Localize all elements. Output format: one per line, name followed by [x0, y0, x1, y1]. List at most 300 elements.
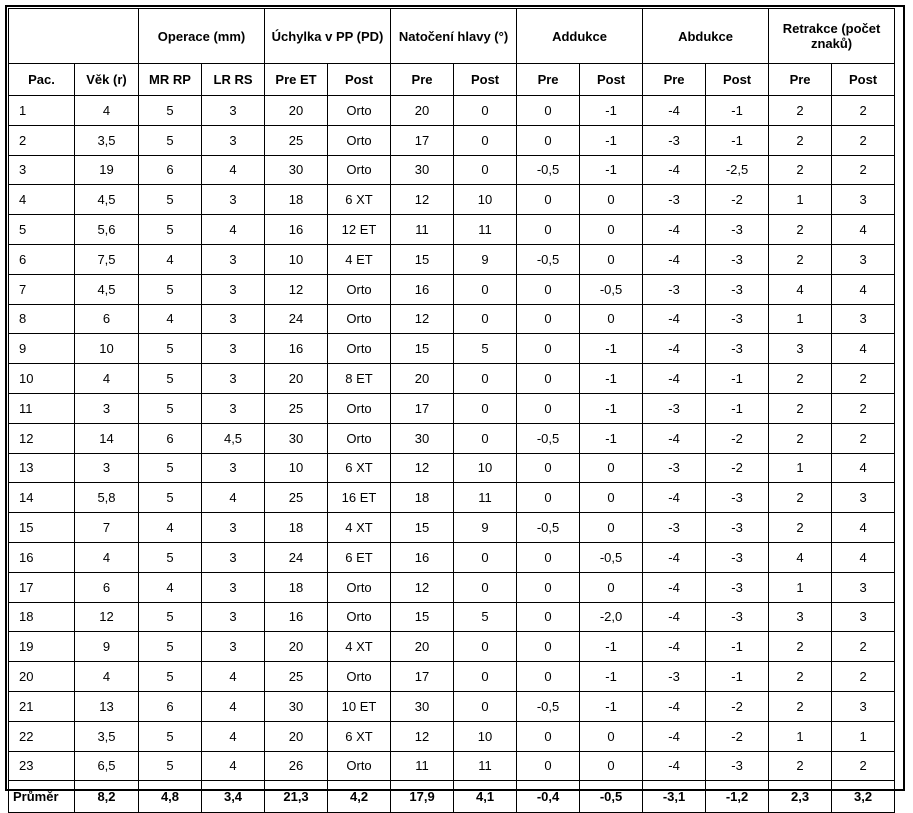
- table-cell: 20: [265, 632, 328, 662]
- table-cell: -4: [643, 96, 706, 126]
- table-row: [9, 244, 895, 274]
- table-cell: 2: [769, 513, 832, 543]
- table-cell: 5: [139, 125, 202, 155]
- table-cell: -1: [580, 632, 643, 662]
- table-cell: 11: [454, 483, 517, 513]
- table-cell: 4: [202, 751, 265, 781]
- column-header: Pre: [643, 64, 706, 96]
- group-header-blank: [9, 9, 139, 64]
- table-cell: 0: [517, 125, 580, 155]
- table-cell: 3: [832, 691, 895, 721]
- table-cell: 6: [139, 691, 202, 721]
- table-cell: 13: [9, 453, 75, 483]
- table-cell: -0,5: [580, 274, 643, 304]
- column-header: Věk (r): [75, 64, 139, 96]
- table-cell: 2: [769, 751, 832, 781]
- table-cell: 9: [75, 632, 139, 662]
- table-cell: 17: [9, 572, 75, 602]
- table-cell: 0: [517, 721, 580, 751]
- table-cell: 16: [391, 542, 454, 572]
- table-cell: 15: [9, 513, 75, 543]
- table-cell: 30: [391, 691, 454, 721]
- table-cell: 0: [454, 542, 517, 572]
- table-cell: 0: [517, 632, 580, 662]
- table-cell: -1: [706, 662, 769, 692]
- table-cell: 4: [832, 542, 895, 572]
- table-cell: 4: [832, 453, 895, 483]
- table-row: [9, 304, 895, 334]
- table-cell: 0: [580, 304, 643, 334]
- column-header: Pac.: [9, 64, 75, 96]
- table-cell: 3,5: [75, 721, 139, 751]
- table-cell: 4: [832, 513, 895, 543]
- table-cell: 4: [202, 483, 265, 513]
- table-cell: 16: [265, 334, 328, 364]
- table-cell: 20: [9, 662, 75, 692]
- table-cell: 1: [769, 721, 832, 751]
- table-cell: -4: [643, 334, 706, 364]
- table-cell: 16: [391, 274, 454, 304]
- table-cell: 24: [265, 304, 328, 334]
- table-cell: 0: [517, 274, 580, 304]
- table-row: [9, 572, 895, 602]
- table-cell: 3: [75, 453, 139, 483]
- table-cell: 19: [9, 632, 75, 662]
- table-cell: -3: [643, 185, 706, 215]
- table-cell: 0: [454, 155, 517, 185]
- table-cell: Orto: [328, 662, 391, 692]
- table-cell: 4: [75, 96, 139, 126]
- table-cell: 4: [139, 244, 202, 274]
- table-cell: 4: [139, 572, 202, 602]
- table-cell: 4: [9, 185, 75, 215]
- table-cell: 0: [580, 244, 643, 274]
- table-cell: 4: [202, 721, 265, 751]
- table-cell: 5: [139, 393, 202, 423]
- table-cell: 11: [391, 215, 454, 245]
- table-cell: -1: [580, 155, 643, 185]
- table-cell: 20: [265, 721, 328, 751]
- table-row: [9, 751, 895, 781]
- table-cell: -1: [580, 125, 643, 155]
- table-cell: 25: [265, 662, 328, 692]
- table-cell: 12: [265, 274, 328, 304]
- table-cell: 0: [517, 364, 580, 394]
- table-cell: 30: [391, 155, 454, 185]
- table-cell: -2,0: [580, 602, 643, 632]
- table-cell: 15: [391, 334, 454, 364]
- table-cell: 4: [202, 155, 265, 185]
- table-cell: 2: [832, 393, 895, 423]
- average-cell: 21,3: [265, 781, 328, 813]
- table-cell: 0: [580, 513, 643, 543]
- table-cell: 5: [139, 751, 202, 781]
- table-cell: -1: [706, 364, 769, 394]
- table-cell: 2: [832, 125, 895, 155]
- table-cell: 3: [832, 304, 895, 334]
- table-cell: -4: [643, 632, 706, 662]
- table-cell: 6 XT: [328, 453, 391, 483]
- table-cell: Orto: [328, 572, 391, 602]
- table-cell: 12: [391, 572, 454, 602]
- table-cell: 0: [580, 453, 643, 483]
- table-cell: 5: [139, 453, 202, 483]
- table-cell: 0: [454, 691, 517, 721]
- table-cell: Orto: [328, 125, 391, 155]
- table-body: [9, 96, 895, 781]
- table-cell: 12 ET: [328, 215, 391, 245]
- table-cell: 2: [769, 125, 832, 155]
- average-label: Průměr: [9, 781, 75, 813]
- table-cell: -4: [643, 572, 706, 602]
- table-cell: 3: [202, 304, 265, 334]
- table-cell: 5: [9, 215, 75, 245]
- table-cell: 6: [9, 244, 75, 274]
- group-header-abdukce: Abdukce: [643, 9, 769, 64]
- table-cell: 1: [769, 185, 832, 215]
- table-cell: 3: [75, 393, 139, 423]
- table-cell: 7: [9, 274, 75, 304]
- table-cell: 2: [769, 244, 832, 274]
- table-cell: 1: [769, 453, 832, 483]
- table-cell: 5: [139, 274, 202, 304]
- table-cell: 2: [832, 662, 895, 692]
- table-cell: 15: [391, 602, 454, 632]
- table-cell: 10: [265, 453, 328, 483]
- table-cell: -0,5: [517, 691, 580, 721]
- table-cell: 6: [75, 304, 139, 334]
- average-cell: 4,8: [139, 781, 202, 813]
- table-cell: Orto: [328, 274, 391, 304]
- table-cell: 0: [454, 364, 517, 394]
- table-cell: 14: [75, 423, 139, 453]
- table-cell: -1: [580, 96, 643, 126]
- table-cell: 5: [139, 334, 202, 364]
- table-cell: 3: [832, 185, 895, 215]
- table-cell: 0: [454, 662, 517, 692]
- average-cell: 4,2: [328, 781, 391, 813]
- table-cell: 3: [832, 483, 895, 513]
- table-cell: 0: [517, 304, 580, 334]
- table-cell: 10 ET: [328, 691, 391, 721]
- table-cell: 5: [139, 542, 202, 572]
- table-cell: 7: [75, 513, 139, 543]
- column-header: Post: [580, 64, 643, 96]
- table-cell: 2: [769, 691, 832, 721]
- table-cell: 0: [517, 215, 580, 245]
- table-cell: 2: [832, 96, 895, 126]
- table-cell: -0,5: [517, 513, 580, 543]
- table-cell: -3: [643, 513, 706, 543]
- table-cell: 3: [202, 513, 265, 543]
- table-cell: 30: [265, 691, 328, 721]
- table-cell: 10: [75, 334, 139, 364]
- table-cell: 0: [580, 721, 643, 751]
- table-cell: 13: [75, 691, 139, 721]
- table-cell: 20: [391, 632, 454, 662]
- table-cell: -0,5: [517, 155, 580, 185]
- column-header: Post: [706, 64, 769, 96]
- table-cell: 1: [832, 721, 895, 751]
- table-cell: 3: [202, 125, 265, 155]
- table-cell: 4 XT: [328, 513, 391, 543]
- average-cell: -1,2: [706, 781, 769, 813]
- table-cell: -4: [643, 423, 706, 453]
- table-cell: 0: [454, 632, 517, 662]
- table-cell: 3: [832, 572, 895, 602]
- table-row: [9, 185, 895, 215]
- table-cell: 25: [265, 125, 328, 155]
- group-header-operace: Operace (mm): [139, 9, 265, 64]
- average-cell: 8,2: [75, 781, 139, 813]
- table-cell: 5: [139, 662, 202, 692]
- average-row: [9, 781, 895, 813]
- table-cell: 3: [832, 602, 895, 632]
- table-row: [9, 96, 895, 126]
- table-row: [9, 632, 895, 662]
- table-cell: 5: [139, 483, 202, 513]
- table-cell: 3: [202, 364, 265, 394]
- table-cell: 9: [454, 244, 517, 274]
- table-cell: -3: [706, 542, 769, 572]
- table-cell: 6 XT: [328, 721, 391, 751]
- table-cell: 20: [265, 96, 328, 126]
- table-row: [9, 215, 895, 245]
- table-cell: 5: [139, 632, 202, 662]
- table-cell: -3: [706, 304, 769, 334]
- table-cell: 0: [517, 185, 580, 215]
- table-row: [9, 423, 895, 453]
- table-cell: -2: [706, 453, 769, 483]
- table-cell: Orto: [328, 751, 391, 781]
- table-cell: 0: [454, 274, 517, 304]
- table-cell: 4: [75, 662, 139, 692]
- table-cell: -1: [580, 662, 643, 692]
- table-cell: 30: [391, 423, 454, 453]
- table-cell: 3: [202, 274, 265, 304]
- group-header-retrakce: Retrakce (počet znaků): [769, 9, 895, 64]
- table-row: [9, 274, 895, 304]
- table-cell: -3: [706, 751, 769, 781]
- table-cell: -2: [706, 691, 769, 721]
- table-cell: -2: [706, 185, 769, 215]
- table-cell: 4 XT: [328, 632, 391, 662]
- table-cell: 1: [769, 572, 832, 602]
- table-cell: -3: [643, 274, 706, 304]
- table-row: [9, 393, 895, 423]
- table-cell: 3: [9, 155, 75, 185]
- table-cell: 3: [769, 334, 832, 364]
- table-cell: Orto: [328, 155, 391, 185]
- table-cell: 17: [391, 125, 454, 155]
- table-cell: -3: [706, 602, 769, 632]
- table-cell: 0: [517, 662, 580, 692]
- table-row: [9, 513, 895, 543]
- table-cell: 0: [454, 423, 517, 453]
- table-cell: 22: [9, 721, 75, 751]
- table-cell: 0: [454, 96, 517, 126]
- table-cell: 6: [75, 572, 139, 602]
- table-cell: 0: [517, 96, 580, 126]
- table-cell: 11: [391, 751, 454, 781]
- table-cell: 4,5: [75, 185, 139, 215]
- table-cell: 10: [9, 364, 75, 394]
- table-cell: 4: [769, 274, 832, 304]
- table-cell: 11: [9, 393, 75, 423]
- table-cell: 6 XT: [328, 185, 391, 215]
- table-cell: -3: [706, 334, 769, 364]
- table-row: [9, 453, 895, 483]
- table-cell: 4: [202, 691, 265, 721]
- table-cell: -3: [706, 572, 769, 602]
- table-cell: 3: [769, 602, 832, 632]
- table-cell: -4: [643, 542, 706, 572]
- table-cell: 4: [832, 334, 895, 364]
- table-cell: 12: [391, 453, 454, 483]
- table-cell: -4: [643, 721, 706, 751]
- column-header: Post: [832, 64, 895, 96]
- table-row: [9, 334, 895, 364]
- table-cell: 23: [9, 751, 75, 781]
- table-cell: 9: [9, 334, 75, 364]
- column-header: Pre: [517, 64, 580, 96]
- table-cell: 14: [9, 483, 75, 513]
- table-cell: -2,5: [706, 155, 769, 185]
- table-cell: 0: [517, 483, 580, 513]
- table-cell: -3: [706, 274, 769, 304]
- table-cell: -4: [643, 691, 706, 721]
- table-row: [9, 364, 895, 394]
- table-row: [9, 691, 895, 721]
- table-cell: 0: [580, 185, 643, 215]
- table-cell: -4: [643, 244, 706, 274]
- table-cell: 0: [454, 393, 517, 423]
- table-cell: 20: [391, 364, 454, 394]
- table-cell: 2: [769, 483, 832, 513]
- table-cell: 10: [454, 453, 517, 483]
- table-cell: -3: [706, 244, 769, 274]
- table-cell: 2: [832, 751, 895, 781]
- table-cell: -4: [643, 215, 706, 245]
- table-cell: 20: [391, 96, 454, 126]
- table-cell: 16: [265, 602, 328, 632]
- table-cell: 9: [454, 513, 517, 543]
- table-cell: 2: [769, 662, 832, 692]
- table-cell: 0: [580, 572, 643, 602]
- table-cell: 6,5: [75, 751, 139, 781]
- table-cell: 1: [9, 96, 75, 126]
- table-cell: 18: [391, 483, 454, 513]
- table-cell: 6 ET: [328, 542, 391, 572]
- column-header: LR RS: [202, 64, 265, 96]
- table-cell: -4: [643, 155, 706, 185]
- table-cell: Orto: [328, 304, 391, 334]
- table-cell: 16: [9, 542, 75, 572]
- table-cell: 2: [9, 125, 75, 155]
- table-cell: -2: [706, 721, 769, 751]
- table-cell: 2: [769, 155, 832, 185]
- table-cell: -1: [580, 393, 643, 423]
- table-cell: 0: [517, 751, 580, 781]
- table-cell: 0: [454, 125, 517, 155]
- column-header-row: [9, 64, 895, 96]
- table-cell: 20: [265, 364, 328, 394]
- table-cell: 3: [202, 334, 265, 364]
- table-cell: 5: [139, 96, 202, 126]
- table-cell: -4: [643, 483, 706, 513]
- table-cell: 4: [202, 662, 265, 692]
- group-header-addukce: Addukce: [517, 9, 643, 64]
- table-cell: 0: [580, 751, 643, 781]
- table-row: [9, 542, 895, 572]
- table-cell: 2: [769, 96, 832, 126]
- table-row: [9, 602, 895, 632]
- table-cell: -4: [643, 602, 706, 632]
- table-cell: 3: [202, 185, 265, 215]
- table-cell: 5: [139, 364, 202, 394]
- table-cell: -0,5: [517, 244, 580, 274]
- table-cell: 4: [139, 513, 202, 543]
- table-cell: 3: [202, 244, 265, 274]
- table-cell: 18: [9, 602, 75, 632]
- table-cell: -3: [643, 125, 706, 155]
- table-cell: 11: [454, 751, 517, 781]
- table-cell: 3: [202, 572, 265, 602]
- table-cell: 4: [202, 215, 265, 245]
- table-cell: 0: [517, 542, 580, 572]
- table-row: [9, 662, 895, 692]
- table-cell: -4: [643, 364, 706, 394]
- table-cell: 4,5: [202, 423, 265, 453]
- table-cell: 8: [9, 304, 75, 334]
- table-cell: 5: [139, 185, 202, 215]
- table-cell: 1: [769, 304, 832, 334]
- table-cell: 2: [769, 215, 832, 245]
- table-cell: 0: [517, 393, 580, 423]
- table-cell: 5,6: [75, 215, 139, 245]
- group-header-natoceni: Natočení hlavy (°): [391, 9, 517, 64]
- average-cell: 3,2: [832, 781, 895, 813]
- average-cell: 17,9: [391, 781, 454, 813]
- table-cell: 12: [391, 721, 454, 751]
- table-cell: -2: [706, 423, 769, 453]
- table-cell: 0: [517, 334, 580, 364]
- table-cell: 4: [832, 274, 895, 304]
- table-cell: 2: [769, 364, 832, 394]
- table-cell: 7,5: [75, 244, 139, 274]
- table-cell: -1: [580, 364, 643, 394]
- table-cell: 30: [265, 423, 328, 453]
- table-cell: -1: [706, 125, 769, 155]
- table-cell: -1: [580, 691, 643, 721]
- table-cell: -4: [643, 304, 706, 334]
- table-cell: 6: [139, 423, 202, 453]
- table-cell: 12: [391, 304, 454, 334]
- table-cell: 4,5: [75, 274, 139, 304]
- table-cell: 15: [391, 513, 454, 543]
- table-cell: 3: [202, 453, 265, 483]
- average-cell: 4,1: [454, 781, 517, 813]
- table-cell: 2: [769, 423, 832, 453]
- table-cell: 2: [832, 423, 895, 453]
- column-header: Post: [454, 64, 517, 96]
- group-header-uchylka: Úchylka v PP (PD): [265, 9, 391, 64]
- column-header: Pre: [769, 64, 832, 96]
- table-cell: 21: [9, 691, 75, 721]
- table-cell: 0: [454, 572, 517, 602]
- table-cell: Orto: [328, 423, 391, 453]
- table-cell: -3: [706, 483, 769, 513]
